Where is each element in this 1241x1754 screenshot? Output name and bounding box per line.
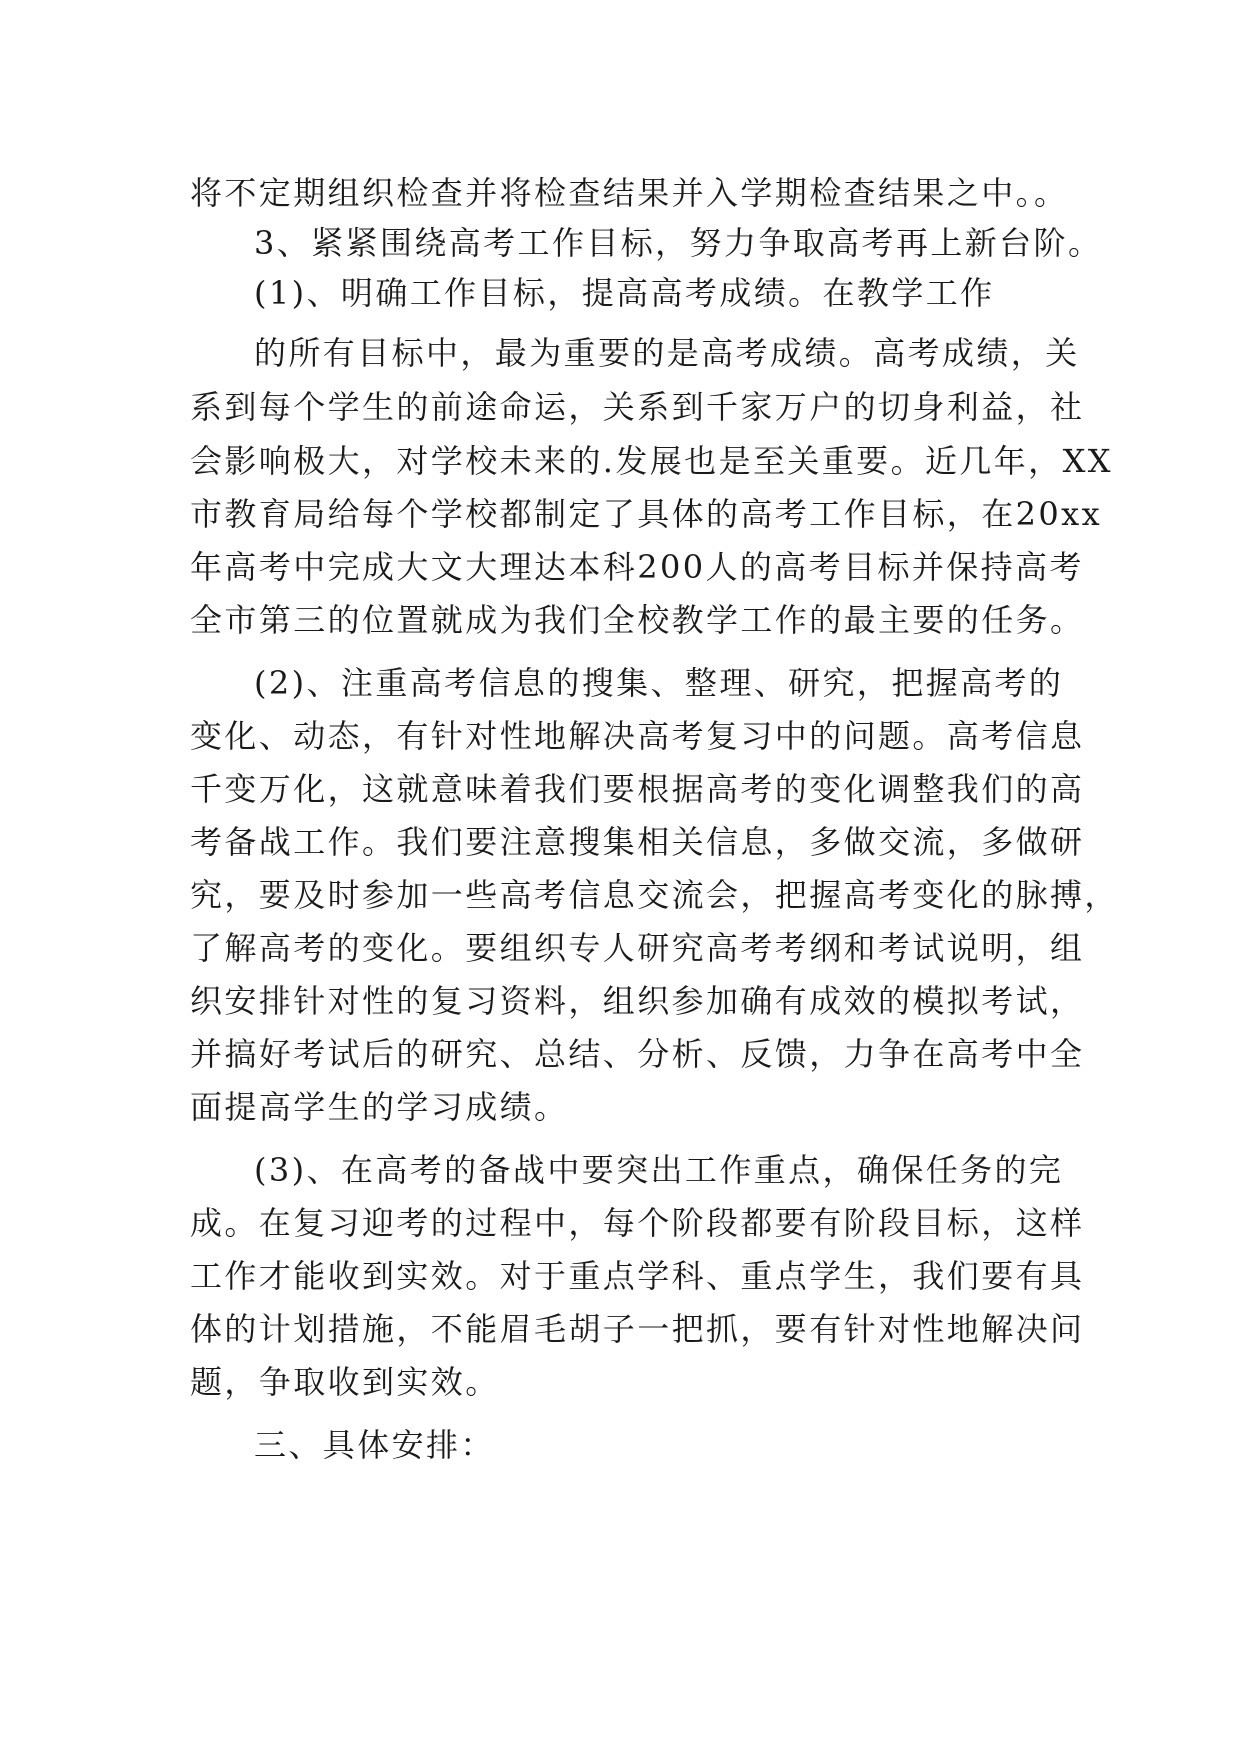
text-line: 变化、动态，有针对性地解决高考复习中的问题。高考信息 (190, 717, 1085, 755)
text-line: 题，争取收到实效。 (190, 1363, 500, 1401)
subsection-heading: (2)、注重高考信息的搜集、整理、研究，把握高考的 (254, 664, 1064, 702)
text-line: 体的计划措施，不能眉毛胡子一把抓，要有针对性地解决问 (190, 1310, 1085, 1348)
text-line: 工作才能收到实效。对于重点学科、重点学生，我们要有具 (190, 1257, 1085, 1295)
section-heading: 三、具体安排： (254, 1426, 495, 1464)
text-line: 成。在复习迎考的过程中，每个阶段都要有阶段目标，这样 (190, 1204, 1085, 1242)
text-line: 全市第三的位置就成为我们全校教学工作的最主要的任务。 (190, 601, 1085, 639)
text-line: 系到每个学生的前途命运，关系到千家万户的切身利益，社 (190, 388, 1085, 426)
subsection-heading: (3)、在高考的备战中要突出工作重点，确保任务的完 (254, 1151, 1064, 1189)
text-line: 的所有目标中，最为重要的是高考成绩。高考成绩，关 (254, 334, 1080, 372)
section-heading: 3、紧紧围绕高考工作目标，努力争取高考再上新台阶。 (254, 224, 1103, 262)
text-line: 将不定期组织检查并将检查结果并入学期检查结果之中。。 (190, 174, 1069, 212)
text-line: 并搞好考试后的研究、总结、分析、反馈，力争在高考中全 (190, 1035, 1085, 1073)
text-line: 究，要及时参加一些高考信息交流会，把握高考变化的脉搏， (190, 876, 1119, 914)
text-line: 千变万化，这就意味着我们要根据高考的变化调整我们的高 (190, 770, 1085, 808)
text-line: 考备战工作。我们要注意搜集相关信息，多做交流，多做研 (190, 823, 1085, 861)
text-line: 织安排针对性的复习资料，组织参加确有成效的模拟考试， (190, 982, 1085, 1020)
text-line: 会影响极大，对学校未来的.发展也是至关重要。近几年，XX (190, 442, 1113, 480)
text-line: 年高考中完成大文大理达本科200人的高考目标并保持高考 (190, 548, 1084, 586)
subsection-heading: (1)、明确工作目标，提高高考成绩。在教学工作 (254, 274, 995, 312)
text-line: 市教育局给每个学校都制定了具体的高考工作目标，在20xx (190, 495, 1103, 533)
text-line: 了解高考的变化。要组织专人研究高考考纲和考试说明，组 (190, 929, 1085, 967)
text-line: 面提高学生的学习成绩。 (190, 1088, 569, 1126)
